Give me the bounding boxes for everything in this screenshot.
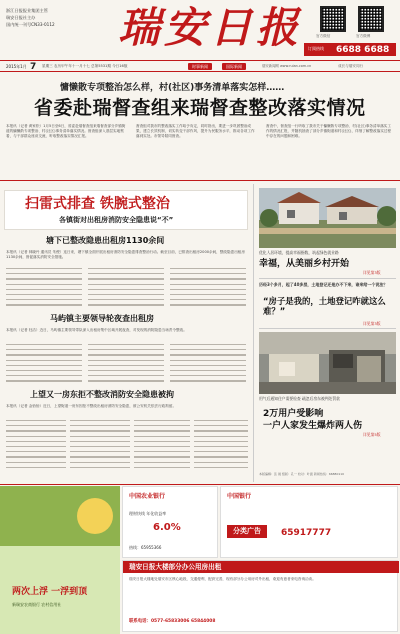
village-photo [259, 188, 396, 248]
lead-column [136, 124, 258, 174]
newspaper-logo: 瑞安日报 [118, 3, 303, 52]
subhead-shangwang-text [6, 404, 246, 418]
feature-subtitle: 各镇街对出租房消防安全隐患说“不” [59, 216, 174, 224]
wechat-qr-icon [320, 6, 346, 32]
explosion-headline-1: 2万用户受影响 [263, 409, 324, 419]
classified-ad-label: 分类广告 [227, 525, 267, 538]
feature-title: 扫雷式排查 铁腕式整治 [25, 196, 170, 212]
land-story-page-ref[interactable]: 详见第3版 [363, 321, 381, 326]
photo1-caption: 优化人居环境，提高幸福指数，筑起绿色就业路 [259, 250, 339, 255]
classified-ad-phone: 65917777 [281, 528, 332, 538]
rural-bank-ad-art [0, 486, 120, 634]
subhead-tangxia: 塘下已整改隐患出租房1130余间 [46, 236, 165, 245]
masthead [0, 0, 400, 76]
weibo-qr-icon [358, 6, 384, 32]
hotline-number: 6688 6688 [336, 45, 390, 55]
ad-classified[interactable] [220, 486, 398, 558]
land-story-kicker: 历经3个多月，起了40多层，土地登记还是办不下来，谁来给一个说法？ [259, 282, 388, 287]
feature-section [0, 182, 252, 482]
tab-news[interactable]: 时事新闻 [188, 63, 212, 70]
date-bar [0, 60, 400, 72]
date-day: 7 [30, 62, 37, 72]
divider [253, 184, 254, 482]
office-rental-ad-title: 瑞安日报大楼部分办公用房出租 [123, 561, 399, 573]
slogan-text: 成长与瑞安同行 [338, 64, 364, 68]
text-column [194, 420, 248, 476]
weibo-label: 官方微博 [356, 34, 371, 38]
wechat-label: 官方微信 [316, 34, 331, 38]
right-column [255, 182, 400, 482]
lead-column [266, 124, 394, 174]
abc-bank-ad-rate: 6.0% [153, 522, 181, 533]
date-info: 星期三 农历甲午年十一月十七 总第5531期 今日16版 [42, 64, 128, 68]
classified-ad-title: 中国银行 [227, 493, 252, 500]
subhead-shangwang: 上望又一房东拒不整改消防安全隐患被拘 [30, 390, 174, 399]
explosion-headline-2: 一户人家发生爆炸两人伤 [263, 421, 363, 431]
abc-bank-ad-text: 理财快线 年化收益率 [129, 511, 167, 516]
feature-banner [4, 190, 248, 230]
text-column [6, 268, 82, 310]
rural-bank-ad-sub: 新瑞安农商银行 农村信用社 [12, 602, 62, 607]
story-text: 本报讯（记者 林晓丹 通讯员 朱俊）连日来，塘下镇全面开展出租房消防安全隐患排查整治行动。截至目前，已排查出租房2000余间，整改隐患出租房1130余间，督促落实消防安全措施。 [6, 250, 245, 260]
explosion-photo-svg [259, 332, 396, 394]
masthead-info-line: 浙江日报报业集团主管 [6, 8, 48, 13]
story-text: 本报讯（记者 杜洁）近日，马屿镇主要领导带队深入出租房集中区域开展夜查，对发现的消防隐患当场责令整改。 [6, 328, 187, 332]
lead-column-text: 本报讯（记者 黄家松）1月5日至6日，省委赴瑞督查组来瑞督查部分乡镇街道的慵懒散专项整治、村(社区)事务清单落实情况。督查组深入基层实地察看，与干部群众座谈交流，听取整改落实情况汇报。 [6, 124, 126, 139]
lead-column-text: 督查组对我市的整改落实工作给予肯定，同时指出，要进一步巩固整治成果，建立长效机制，切实转变干部作风，提升为民服务水平，推动各项工作落到实处。市领导陪同督查。 [136, 124, 255, 139]
photo1-title: 幸福，从美丽乡村开始 [259, 259, 350, 269]
text-column [6, 420, 66, 476]
office-rental-ad-text [129, 577, 393, 611]
explosion-photo [259, 332, 396, 394]
tab-world[interactable]: 国际新闻 [222, 63, 246, 70]
abc-bank-ad-phone: 热线：65955366 [129, 545, 162, 550]
ad-abc-bank[interactable] [122, 486, 218, 558]
text-column [134, 420, 190, 476]
text-column [70, 420, 130, 476]
abc-bank-ad-title: 中国农业银行 [129, 493, 166, 500]
land-story-headline: “房子是我的，土地登记咋就这么难？” [263, 296, 386, 317]
text-column [170, 268, 246, 310]
lead-column [6, 124, 128, 174]
ad-office-rental[interactable] [122, 560, 398, 632]
website-text: 瑞安新闻网 www.ruian.com.cn [262, 64, 312, 68]
subhead-mayu-text [6, 328, 246, 342]
lead-column-text: 督查中，督查组一行听取了我市关于慵懒散专项整治、村(社区)事务清单落实工作的情况汇报，并随机抽查了部分乡镇街道和村(社区)，详细了解整改落实过程中存在的问题和困难。 [266, 124, 391, 139]
text-column [88, 344, 164, 386]
subhead-mayu: 马屿镇主要领导轮夜查出租房 [50, 314, 154, 323]
ad-rural-bank[interactable] [0, 486, 120, 634]
photo1-page-ref[interactable]: 详见第3版 [363, 270, 381, 275]
office-rental-ad-body: 瑞安日报大楼地处瑞安市区核心地段，交通便利，配套完善，现有部分办公用房对外出租，欢迎有意者来电咨询洽谈。 [129, 577, 316, 581]
explosion-page-ref[interactable]: 详见第5版 [363, 432, 381, 437]
divider [259, 328, 396, 329]
lead-headline: 省委赴瑞督查组来瑞督查整改落实情况 [34, 97, 366, 119]
story-text: 本报讯（记者 金怡怡）近日，上望街道一房东因拒不整改出租房消防安全隐患，被公安机关依法行政拘留。 [6, 404, 177, 408]
masthead-info [6, 7, 55, 28]
lead-kicker: 慵懒散专项整治怎么样，村(社区)事务清单落实怎样…… [60, 83, 285, 93]
date-prefix: 2015年1月 [6, 64, 27, 69]
explosion-kicker: 用气后通知住户需要检查 疏忽后房东被判处罚款 [259, 396, 340, 401]
rural-bank-ad-title: 两次上浮 一浮到顶 [12, 587, 88, 597]
text-column [6, 344, 82, 386]
text-column [170, 344, 246, 386]
divider [0, 180, 400, 181]
lead-story [0, 78, 400, 178]
masthead-info-line: 瑞安日报社主办 [6, 15, 36, 20]
office-rental-ad-phone: 联系电话：0577-65833006 65844008 [129, 619, 216, 624]
text-column [88, 268, 164, 310]
hotline-label: 订阅热线 [308, 46, 324, 51]
divider [0, 484, 400, 485]
village-photo-svg [259, 188, 396, 248]
masthead-info-line: 国内统一刊号CN33-0112 [6, 22, 55, 27]
editor-line: 本版编辑：张 晨 组版：孔一 校对：叶振 新闻热线：66880110 [259, 472, 345, 476]
divider [259, 278, 396, 279]
hotline-ad [304, 43, 396, 56]
